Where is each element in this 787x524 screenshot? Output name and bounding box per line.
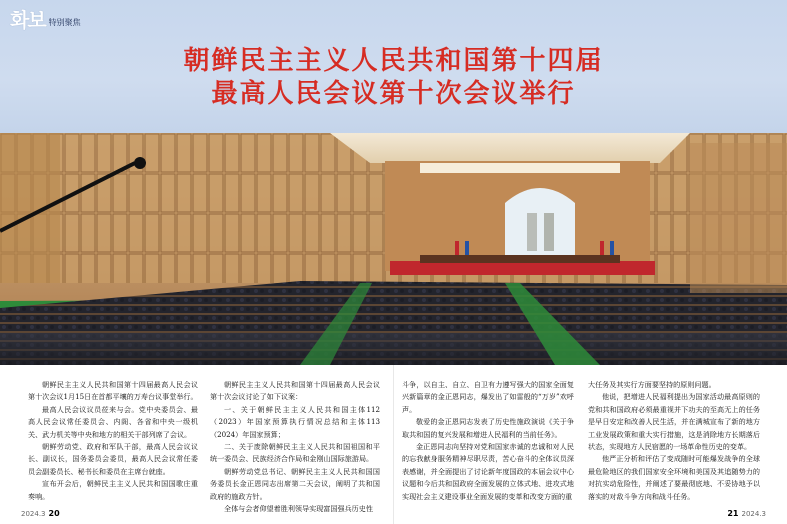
ceiling: [330, 133, 690, 163]
page-number: 20: [48, 509, 60, 518]
paragraph: 全体与会者仰望着胜利领导实现富国强兵历史性: [224, 504, 373, 514]
paragraph: 一、关于朝鲜民主主义人民共和国主体112（2023）年国家预算执行情况总结和主体113（2024）年国家预算；: [210, 404, 380, 439]
headline-line-2: 最高人民会议第十次会议举行: [211, 79, 576, 109]
section-tag: 特别聚焦: [48, 18, 81, 27]
paragraph: 大任务及其实行方面要坚持的原则问题。: [588, 380, 716, 389]
magazine-logo: 화보: [10, 8, 45, 32]
text-column-4: [588, 379, 760, 503]
header-band: [0, 0, 787, 133]
paragraph: 朝鲜民主主义人民共和国第十四届最高人民会议第十次会议1月15日在首都平壤的万寿台议事堂举行。: [28, 380, 198, 402]
text-column-2: [210, 379, 380, 515]
paragraph: 朝鲜民主主义人民共和国第十四届最高人民会议第十次会议讨论了如下议案：: [210, 380, 380, 402]
paragraph: 他严正分析和评估了变成随时可能爆发战争的全球最危险地区的我们国家安全环境和美国及其追随势力的对抗实动危险性，并阐述了要最彻底地、不妥协地予以落实的对敌斗争方向和战斗任务。: [588, 454, 760, 501]
paragraph: 他说，把增进人民福利提出为国家活动最高原则的党和共和国政府必须最重视并下功夫的至高无上的任务是早日安定和改善人民生活，并在满城宣布了新的地方工业发展政策和重大实行措施，这是消除地方长期落后状态，实现地方人民宿愿的一场革命性历史的变革。: [588, 392, 760, 452]
paragraph: 朝鲜劳动党总书记、朝鲜民主主义人民共和国国务委员长金正恩同志出席第二天会议，阐明了共和国政府的施政方针。: [210, 466, 380, 501]
paragraph: 二、关于废除朝鲜民主主义人民共和国祖国和平统一委员会、民族经济合作局和金刚山国际旅游局。: [210, 442, 380, 464]
paragraph: 金正恩同志向坚持对党和国家赤诚的忠诚和对人民的忘我献身服务精神尽职尽责，苦心奋斗的全体议员深表感谢，并全面提出了讨论新年度国政的本届会议中心议题和今后共和国政府全面发展的立体式地、进攻式地实现社会主义建设事业全面发展的变革和改变方面的重: [402, 442, 574, 501]
headline-line-1: 朝鲜民主主义人民共和国第十四届: [183, 46, 604, 76]
text-column-1: [28, 379, 198, 503]
statue-left: [527, 213, 537, 251]
paragraph: 宣布开会后，朝鲜民主主义人民共和国国歌庄重奏响。: [28, 479, 198, 501]
text-column-3: [402, 379, 574, 503]
paragraph: 朝鲜劳动党、政府和军队干部，最高人民会议议长、副议长，国务委员会委员，最高人民会议常任委员会副委员长、秘书长和委员在主席台就座。: [28, 442, 198, 476]
issue-date: 2024.3: [21, 509, 46, 518]
paragraph: 斗争，以自主、自立、自卫有力遵写强大的国家全面复兴新篇章的金正恩同志，爆发出了如雷般的“万岁”欢呼声。: [402, 380, 574, 414]
folio-left: [18, 509, 60, 518]
hall-illustration: [0, 133, 787, 365]
arch-niche: [505, 188, 575, 258]
page-number: 21: [727, 509, 739, 518]
issue-date: 2024.3: [741, 509, 766, 518]
folio-right: [727, 509, 769, 518]
podium: [390, 261, 655, 275]
paragraph: 敬爱的金正恩同志发表了历史性施政演说《关于争取共和国的复兴发展和增进人民福利的当前任务》。: [402, 417, 574, 439]
brand: [10, 10, 81, 30]
statue-right: [544, 213, 554, 251]
assembly-hall-photo: [0, 133, 787, 365]
paragraph: 最高人民会议议员莅来与会。党中央委员会、最高人民会议常任委员会、内阁、各省和中央一级机关、武力机关等中央和地方的相关干部列席了会议。: [28, 404, 198, 439]
spine: [393, 365, 394, 524]
